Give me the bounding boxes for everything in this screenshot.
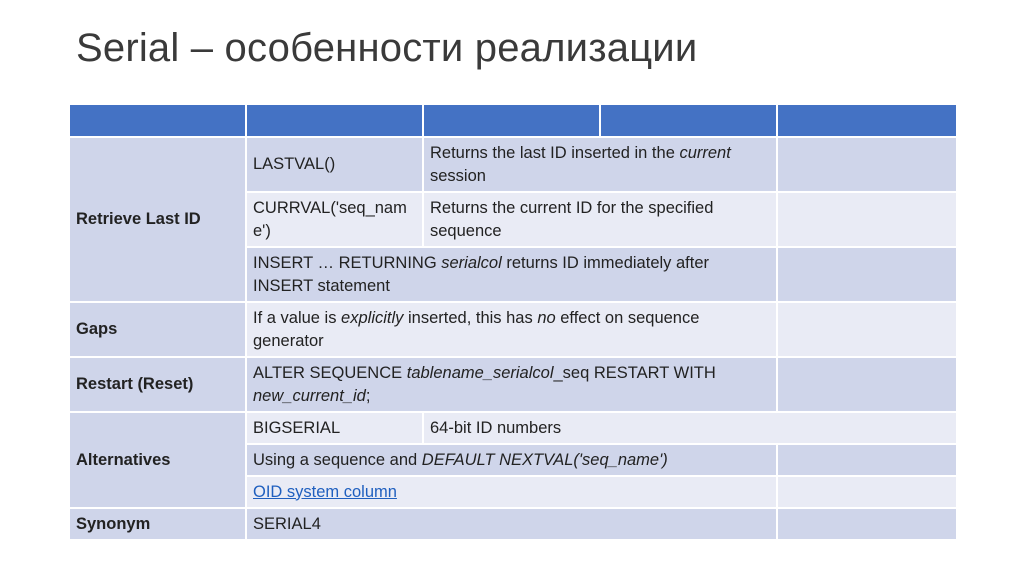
cell-insert-returning: INSERT … RETURNING serialcol returns ID immediately after INSERT statement bbox=[246, 247, 777, 302]
slide-title: Serial – особенности реализации bbox=[76, 26, 698, 70]
cell-lastval-desc: Returns the last ID inserted in the current session bbox=[423, 137, 777, 192]
row-label-gaps: Gaps bbox=[69, 302, 246, 357]
empty-cell bbox=[777, 357, 957, 412]
table-row bbox=[69, 357, 957, 412]
empty-cell bbox=[777, 192, 957, 247]
table-row bbox=[69, 137, 957, 192]
table-row bbox=[69, 302, 957, 357]
cell-oid bbox=[246, 476, 777, 508]
empty-cell bbox=[777, 302, 957, 357]
row-label-restart: Restart (Reset) bbox=[69, 357, 246, 412]
empty-cell bbox=[777, 508, 957, 540]
header-cell bbox=[777, 104, 957, 137]
empty-cell bbox=[777, 137, 957, 192]
cell-restart: ALTER SEQUENCE tablename_serialcol_seq RESTART WITH new_current_id; bbox=[246, 357, 777, 412]
row-label-retrieve-last-id: Retrieve Last ID bbox=[69, 137, 246, 302]
table-row bbox=[69, 508, 957, 540]
table-row bbox=[69, 412, 957, 444]
oid-system-column-link[interactable]: OID system column bbox=[253, 482, 397, 501]
empty-cell bbox=[777, 444, 957, 476]
row-label-synonym: Synonym bbox=[69, 508, 246, 540]
cell-currval: CURRVAL('seq_name') bbox=[246, 192, 423, 247]
cell-gaps: If a value is explicitly inserted, this has no effect on sequence generator bbox=[246, 302, 777, 357]
empty-cell bbox=[777, 476, 957, 508]
header-cell bbox=[600, 104, 777, 137]
row-label-alternatives: Alternatives bbox=[69, 412, 246, 508]
header-cell bbox=[69, 104, 246, 137]
table-header-row bbox=[69, 104, 957, 137]
cell-synonym: SERIAL4 bbox=[246, 508, 777, 540]
cell-bigserial: BIGSERIAL bbox=[246, 412, 423, 444]
feature-table bbox=[68, 103, 958, 541]
empty-cell bbox=[777, 247, 957, 302]
cell-currval-desc: Returns the current ID for the specified sequence bbox=[423, 192, 777, 247]
header-cell bbox=[423, 104, 600, 137]
cell-sequence: Using a sequence and DEFAULT NEXTVAL('seq_name') bbox=[246, 444, 777, 476]
header-cell bbox=[246, 104, 423, 137]
cell-bigserial-desc: 64-bit ID numbers bbox=[423, 412, 957, 444]
cell-lastval: LASTVAL() bbox=[246, 137, 423, 192]
